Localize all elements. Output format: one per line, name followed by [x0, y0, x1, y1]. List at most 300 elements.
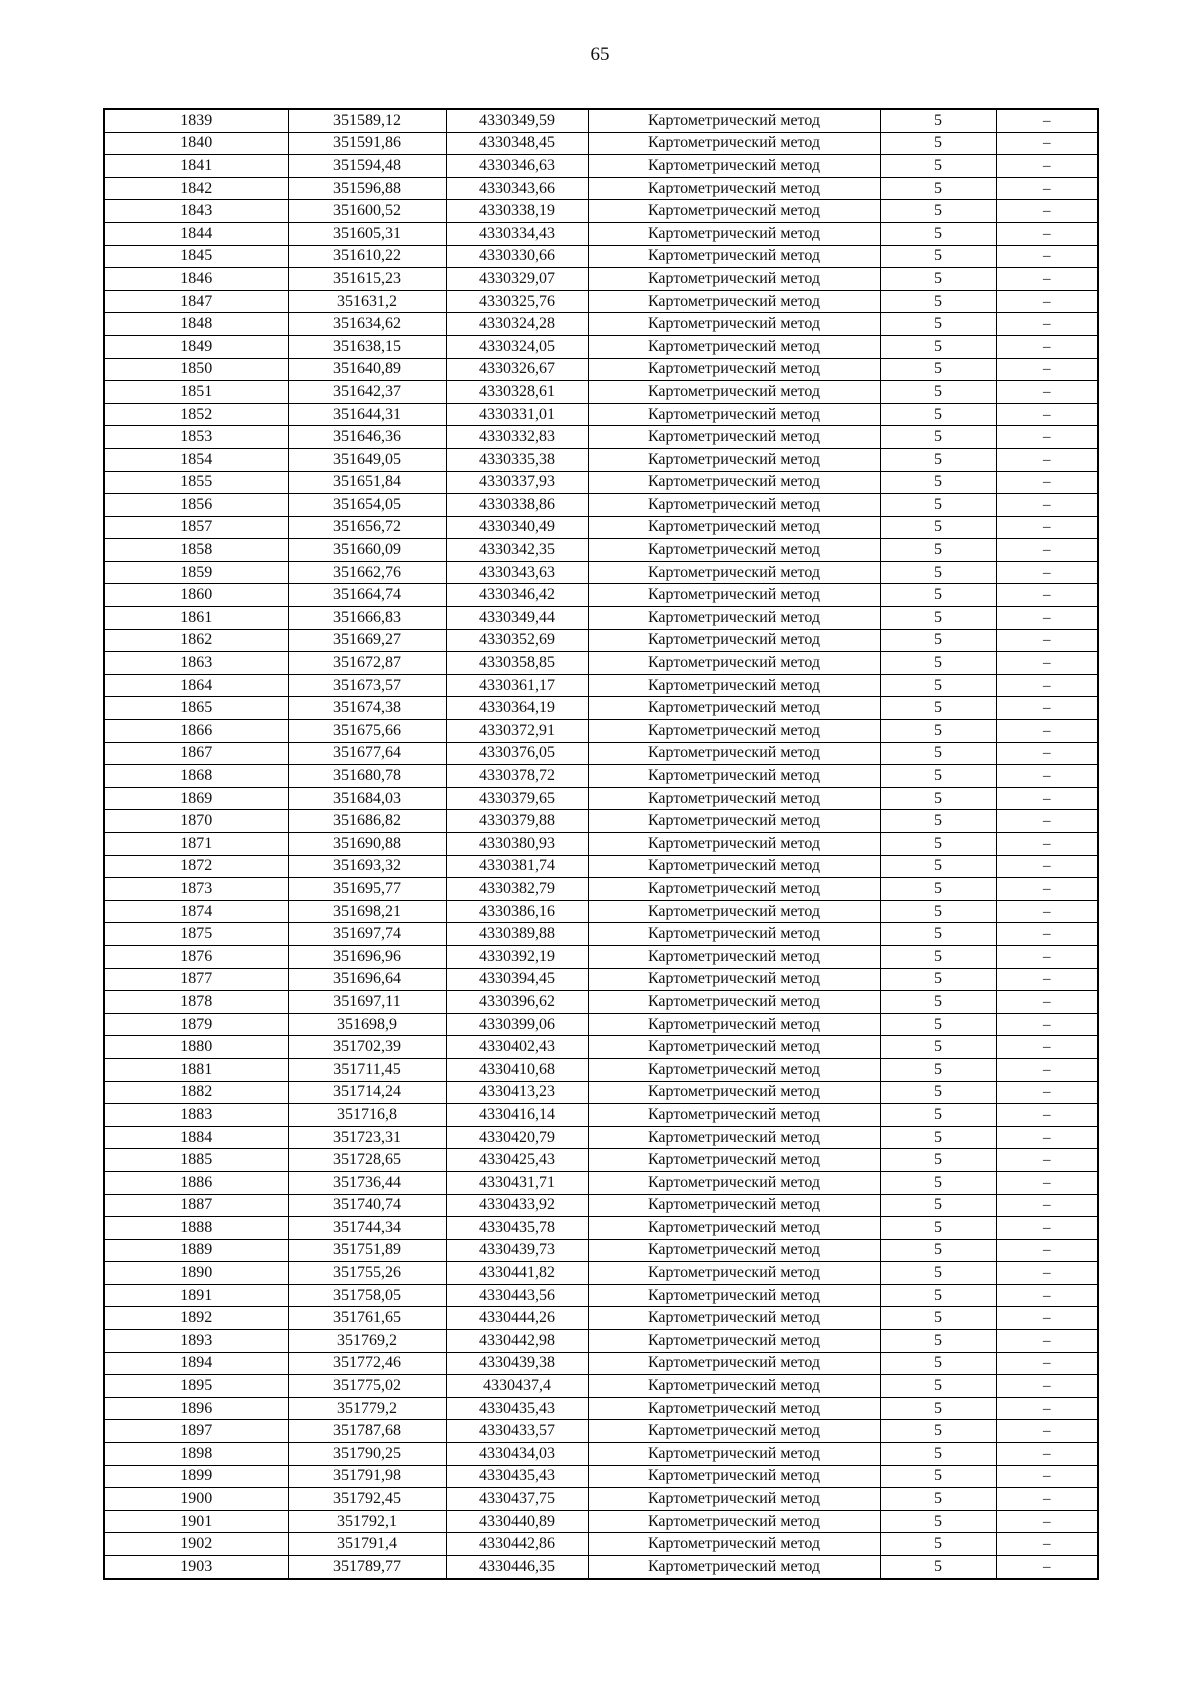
table-row: [104, 652, 1098, 675]
method-cell: Картометрический метод: [588, 448, 880, 471]
accuracy-cell: 5: [880, 1307, 996, 1330]
point-number-cell: 1867: [104, 742, 288, 765]
accuracy-cell: 5: [880, 516, 996, 539]
y-coordinate-cell: 4330325,76: [446, 290, 588, 313]
x-coordinate-cell: 351677,64: [288, 742, 446, 765]
accuracy-cell: 5: [880, 471, 996, 494]
accuracy-cell: 5: [880, 697, 996, 720]
method-cell: Картометрический метод: [588, 1239, 880, 1262]
x-coordinate-cell: 351591,86: [288, 132, 446, 155]
point-number-cell: 1871: [104, 833, 288, 856]
method-cell: Картометрический метод: [588, 471, 880, 494]
y-coordinate-cell: 4330433,57: [446, 1420, 588, 1443]
table-row: [104, 403, 1098, 426]
x-coordinate-cell: 351649,05: [288, 448, 446, 471]
y-coordinate-cell: 4330441,82: [446, 1262, 588, 1285]
accuracy-cell: 5: [880, 1036, 996, 1059]
accuracy-cell: 5: [880, 810, 996, 833]
y-coordinate-cell: 4330389,88: [446, 923, 588, 946]
x-coordinate-cell: 351662,76: [288, 561, 446, 584]
y-coordinate-cell: 4330332,83: [446, 426, 588, 449]
method-cell: Картометрический метод: [588, 516, 880, 539]
y-coordinate-cell: 4330399,06: [446, 1013, 588, 1036]
y-coordinate-cell: 4330338,19: [446, 200, 588, 223]
dash-cell: –: [996, 1036, 1098, 1059]
method-cell: Картометрический метод: [588, 1510, 880, 1533]
y-coordinate-cell: 4330382,79: [446, 878, 588, 901]
dash-cell: –: [996, 1194, 1098, 1217]
point-number-cell: 1900: [104, 1488, 288, 1511]
accuracy-cell: 5: [880, 426, 996, 449]
table-row: [104, 494, 1098, 517]
dash-cell: –: [996, 607, 1098, 630]
dash-cell: –: [996, 1262, 1098, 1285]
table-row: [104, 697, 1098, 720]
point-number-cell: 1869: [104, 787, 288, 810]
dash-cell: –: [996, 629, 1098, 652]
x-coordinate-cell: 351669,27: [288, 629, 446, 652]
method-cell: Картометрический метод: [588, 607, 880, 630]
x-coordinate-cell: 351702,39: [288, 1036, 446, 1059]
method-cell: Картометрический метод: [588, 1104, 880, 1127]
y-coordinate-cell: 4330324,28: [446, 313, 588, 336]
point-number-cell: 1897: [104, 1420, 288, 1443]
method-cell: Картометрический метод: [588, 1081, 880, 1104]
method-cell: Картометрический метод: [588, 742, 880, 765]
y-coordinate-cell: 4330376,05: [446, 742, 588, 765]
table-row: [104, 968, 1098, 991]
dash-cell: –: [996, 1081, 1098, 1104]
point-number-cell: 1896: [104, 1397, 288, 1420]
accuracy-cell: 5: [880, 290, 996, 313]
point-number-cell: 1850: [104, 358, 288, 381]
table-row: [104, 381, 1098, 404]
accuracy-cell: 5: [880, 335, 996, 358]
table-row: [104, 539, 1098, 562]
y-coordinate-cell: 4330324,05: [446, 335, 588, 358]
x-coordinate-cell: 351640,89: [288, 358, 446, 381]
y-coordinate-cell: 4330380,93: [446, 833, 588, 856]
point-number-cell: 1848: [104, 313, 288, 336]
method-cell: Картометрический метод: [588, 1284, 880, 1307]
coordinates-table-body: [104, 109, 1098, 1579]
table-row: [104, 1036, 1098, 1059]
accuracy-cell: 5: [880, 1013, 996, 1036]
table-row: [104, 900, 1098, 923]
dash-cell: –: [996, 109, 1098, 132]
method-cell: Картометрический метод: [588, 1036, 880, 1059]
accuracy-cell: 5: [880, 561, 996, 584]
y-coordinate-cell: 4330435,43: [446, 1397, 588, 1420]
y-coordinate-cell: 4330410,68: [446, 1058, 588, 1081]
table-row: [104, 1465, 1098, 1488]
accuracy-cell: 5: [880, 1375, 996, 1398]
table-row: [104, 1443, 1098, 1466]
x-coordinate-cell: 351791,4: [288, 1533, 446, 1556]
method-cell: Картометрический метод: [588, 1397, 880, 1420]
table-row: [104, 245, 1098, 268]
y-coordinate-cell: 4330439,38: [446, 1352, 588, 1375]
point-number-cell: 1881: [104, 1058, 288, 1081]
y-coordinate-cell: 4330364,19: [446, 697, 588, 720]
table-row: [104, 1510, 1098, 1533]
table-row: [104, 1194, 1098, 1217]
dash-cell: –: [996, 945, 1098, 968]
y-coordinate-cell: 4330361,17: [446, 674, 588, 697]
table-row: [104, 1375, 1098, 1398]
x-coordinate-cell: 351615,23: [288, 268, 446, 291]
table-row: [104, 923, 1098, 946]
accuracy-cell: 5: [880, 991, 996, 1014]
dash-cell: –: [996, 1284, 1098, 1307]
table-row: [104, 516, 1098, 539]
dash-cell: –: [996, 1443, 1098, 1466]
point-number-cell: 1872: [104, 855, 288, 878]
table-row: [104, 1488, 1098, 1511]
method-cell: Картометрический метод: [588, 539, 880, 562]
method-cell: Картометрический метод: [588, 335, 880, 358]
accuracy-cell: 5: [880, 1556, 996, 1579]
method-cell: Картометрический метод: [588, 1556, 880, 1579]
method-cell: Картометрический метод: [588, 1465, 880, 1488]
y-coordinate-cell: 4330434,03: [446, 1443, 588, 1466]
y-coordinate-cell: 4330349,44: [446, 607, 588, 630]
y-coordinate-cell: 4330358,85: [446, 652, 588, 675]
method-cell: Картометрический метод: [588, 584, 880, 607]
method-cell: Картометрический метод: [588, 268, 880, 291]
point-number-cell: 1887: [104, 1194, 288, 1217]
point-number-cell: 1880: [104, 1036, 288, 1059]
point-number-cell: 1892: [104, 1307, 288, 1330]
method-cell: Картометрический метод: [588, 765, 880, 788]
accuracy-cell: 5: [880, 855, 996, 878]
point-number-cell: 1879: [104, 1013, 288, 1036]
method-cell: Картометрический метод: [588, 787, 880, 810]
point-number-cell: 1855: [104, 471, 288, 494]
point-number-cell: 1856: [104, 494, 288, 517]
y-coordinate-cell: 4330381,74: [446, 855, 588, 878]
method-cell: Картометрический метод: [588, 358, 880, 381]
dash-cell: –: [996, 1465, 1098, 1488]
y-coordinate-cell: 4330329,07: [446, 268, 588, 291]
point-number-cell: 1903: [104, 1556, 288, 1579]
table-row: [104, 1307, 1098, 1330]
accuracy-cell: 5: [880, 109, 996, 132]
table-row: [104, 584, 1098, 607]
accuracy-cell: 5: [880, 1081, 996, 1104]
table-row: [104, 448, 1098, 471]
dash-cell: –: [996, 1307, 1098, 1330]
accuracy-cell: 5: [880, 833, 996, 856]
point-number-cell: 1862: [104, 629, 288, 652]
x-coordinate-cell: 351758,05: [288, 1284, 446, 1307]
table-row: [104, 335, 1098, 358]
point-number-cell: 1868: [104, 765, 288, 788]
method-cell: Картометрический метод: [588, 494, 880, 517]
dash-cell: –: [996, 132, 1098, 155]
table-row: [104, 1239, 1098, 1262]
point-number-cell: 1852: [104, 403, 288, 426]
accuracy-cell: 5: [880, 1194, 996, 1217]
accuracy-cell: 5: [880, 1217, 996, 1240]
accuracy-cell: 5: [880, 900, 996, 923]
y-coordinate-cell: 4330396,62: [446, 991, 588, 1014]
dash-cell: –: [996, 1533, 1098, 1556]
table-row: [104, 787, 1098, 810]
point-number-cell: 1860: [104, 584, 288, 607]
x-coordinate-cell: 351698,21: [288, 900, 446, 923]
point-number-cell: 1857: [104, 516, 288, 539]
y-coordinate-cell: 4330337,93: [446, 471, 588, 494]
dash-cell: –: [996, 1375, 1098, 1398]
x-coordinate-cell: 351791,98: [288, 1465, 446, 1488]
x-coordinate-cell: 351656,72: [288, 516, 446, 539]
method-cell: Картометрический метод: [588, 720, 880, 743]
dash-cell: –: [996, 313, 1098, 336]
method-cell: Картометрический метод: [588, 1126, 880, 1149]
y-coordinate-cell: 4330348,45: [446, 132, 588, 155]
point-number-cell: 1842: [104, 177, 288, 200]
point-number-cell: 1899: [104, 1465, 288, 1488]
method-cell: Картометрический метод: [588, 1420, 880, 1443]
point-number-cell: 1849: [104, 335, 288, 358]
y-coordinate-cell: 4330334,43: [446, 222, 588, 245]
y-coordinate-cell: 4330420,79: [446, 1126, 588, 1149]
method-cell: Картометрический метод: [588, 991, 880, 1014]
method-cell: Картометрический метод: [588, 426, 880, 449]
accuracy-cell: 5: [880, 968, 996, 991]
method-cell: Картометрический метод: [588, 833, 880, 856]
x-coordinate-cell: 351696,64: [288, 968, 446, 991]
y-coordinate-cell: 4330440,89: [446, 1510, 588, 1533]
table-row: [104, 290, 1098, 313]
method-cell: Картометрический метод: [588, 200, 880, 223]
point-number-cell: 1840: [104, 132, 288, 155]
method-cell: Картометрический метод: [588, 1488, 880, 1511]
x-coordinate-cell: 351680,78: [288, 765, 446, 788]
accuracy-cell: 5: [880, 1104, 996, 1127]
dash-cell: –: [996, 561, 1098, 584]
table-row: [104, 313, 1098, 336]
table-row: [104, 810, 1098, 833]
point-number-cell: 1844: [104, 222, 288, 245]
x-coordinate-cell: 351666,83: [288, 607, 446, 630]
table-row: [104, 629, 1098, 652]
dash-cell: –: [996, 787, 1098, 810]
table-row: [104, 878, 1098, 901]
accuracy-cell: 5: [880, 268, 996, 291]
accuracy-cell: 5: [880, 1397, 996, 1420]
point-number-cell: 1882: [104, 1081, 288, 1104]
table-row: [104, 1284, 1098, 1307]
point-number-cell: 1898: [104, 1443, 288, 1466]
table-row: [104, 1171, 1098, 1194]
x-coordinate-cell: 351769,2: [288, 1330, 446, 1353]
accuracy-cell: 5: [880, 1352, 996, 1375]
x-coordinate-cell: 351751,89: [288, 1239, 446, 1262]
table-row: [104, 1081, 1098, 1104]
method-cell: Картометрический метод: [588, 1217, 880, 1240]
y-coordinate-cell: 4330352,69: [446, 629, 588, 652]
x-coordinate-cell: 351716,8: [288, 1104, 446, 1127]
point-number-cell: 1854: [104, 448, 288, 471]
method-cell: Картометрический метод: [588, 132, 880, 155]
x-coordinate-cell: 351790,25: [288, 1443, 446, 1466]
method-cell: Картометрический метод: [588, 1262, 880, 1285]
y-coordinate-cell: 4330446,35: [446, 1556, 588, 1579]
point-number-cell: 1876: [104, 945, 288, 968]
x-coordinate-cell: 351787,68: [288, 1420, 446, 1443]
method-cell: Картометрический метод: [588, 313, 880, 336]
table-row: [104, 674, 1098, 697]
x-coordinate-cell: 351755,26: [288, 1262, 446, 1285]
accuracy-cell: 5: [880, 494, 996, 517]
dash-cell: –: [996, 1488, 1098, 1511]
table-row: [104, 1352, 1098, 1375]
dash-cell: –: [996, 855, 1098, 878]
y-coordinate-cell: 4330443,56: [446, 1284, 588, 1307]
x-coordinate-cell: 351698,9: [288, 1013, 446, 1036]
x-coordinate-cell: 351642,37: [288, 381, 446, 404]
dash-cell: –: [996, 900, 1098, 923]
accuracy-cell: 5: [880, 1465, 996, 1488]
y-coordinate-cell: 4330378,72: [446, 765, 588, 788]
method-cell: Картометрический метод: [588, 1194, 880, 1217]
accuracy-cell: 5: [880, 674, 996, 697]
dash-cell: –: [996, 923, 1098, 946]
table-row: [104, 1058, 1098, 1081]
table-row: [104, 1126, 1098, 1149]
x-coordinate-cell: 351644,31: [288, 403, 446, 426]
x-coordinate-cell: 351674,38: [288, 697, 446, 720]
point-number-cell: 1845: [104, 245, 288, 268]
point-number-cell: 1847: [104, 290, 288, 313]
dash-cell: –: [996, 155, 1098, 178]
point-number-cell: 1839: [104, 109, 288, 132]
y-coordinate-cell: 4330442,98: [446, 1330, 588, 1353]
dash-cell: –: [996, 1352, 1098, 1375]
x-coordinate-cell: 351736,44: [288, 1171, 446, 1194]
x-coordinate-cell: 351646,36: [288, 426, 446, 449]
point-number-cell: 1875: [104, 923, 288, 946]
dash-cell: –: [996, 200, 1098, 223]
dash-cell: –: [996, 539, 1098, 562]
x-coordinate-cell: 351789,77: [288, 1556, 446, 1579]
x-coordinate-cell: 351631,2: [288, 290, 446, 313]
y-coordinate-cell: 4330416,14: [446, 1104, 588, 1127]
dash-cell: –: [996, 1239, 1098, 1262]
y-coordinate-cell: 4330444,26: [446, 1307, 588, 1330]
method-cell: Картометрический метод: [588, 945, 880, 968]
accuracy-cell: 5: [880, 1488, 996, 1511]
x-coordinate-cell: 351673,57: [288, 674, 446, 697]
table-row: [104, 1013, 1098, 1036]
accuracy-cell: 5: [880, 878, 996, 901]
point-number-cell: 1851: [104, 381, 288, 404]
table-row: [104, 1420, 1098, 1443]
x-coordinate-cell: 351697,11: [288, 991, 446, 1014]
x-coordinate-cell: 351684,03: [288, 787, 446, 810]
accuracy-cell: 5: [880, 742, 996, 765]
x-coordinate-cell: 351638,15: [288, 335, 446, 358]
dash-cell: –: [996, 381, 1098, 404]
dash-cell: –: [996, 222, 1098, 245]
y-coordinate-cell: 4330394,45: [446, 968, 588, 991]
table-row: [104, 945, 1098, 968]
dash-cell: –: [996, 674, 1098, 697]
accuracy-cell: 5: [880, 155, 996, 178]
method-cell: Картометрический метод: [588, 923, 880, 946]
point-number-cell: 1877: [104, 968, 288, 991]
dash-cell: –: [996, 426, 1098, 449]
table-row: [104, 561, 1098, 584]
y-coordinate-cell: 4330425,43: [446, 1149, 588, 1172]
accuracy-cell: 5: [880, 787, 996, 810]
table-row: [104, 991, 1098, 1014]
accuracy-cell: 5: [880, 381, 996, 404]
dash-cell: –: [996, 1510, 1098, 1533]
dash-cell: –: [996, 268, 1098, 291]
accuracy-cell: 5: [880, 448, 996, 471]
table-row: [104, 426, 1098, 449]
accuracy-cell: 5: [880, 1510, 996, 1533]
point-number-cell: 1846: [104, 268, 288, 291]
table-row: [104, 177, 1098, 200]
point-number-cell: 1841: [104, 155, 288, 178]
point-number-cell: 1864: [104, 674, 288, 697]
x-coordinate-cell: 351723,31: [288, 1126, 446, 1149]
point-number-cell: 1865: [104, 697, 288, 720]
x-coordinate-cell: 351697,74: [288, 923, 446, 946]
y-coordinate-cell: 4330442,86: [446, 1533, 588, 1556]
dash-cell: –: [996, 1013, 1098, 1036]
coordinates-table: [103, 108, 1099, 1580]
x-coordinate-cell: 351651,84: [288, 471, 446, 494]
y-coordinate-cell: 4330435,78: [446, 1217, 588, 1240]
point-number-cell: 1843: [104, 200, 288, 223]
table-row: [104, 358, 1098, 381]
y-coordinate-cell: 4330331,01: [446, 403, 588, 426]
accuracy-cell: 5: [880, 765, 996, 788]
x-coordinate-cell: 351664,74: [288, 584, 446, 607]
point-number-cell: 1870: [104, 810, 288, 833]
x-coordinate-cell: 351740,74: [288, 1194, 446, 1217]
method-cell: Картометрический метод: [588, 878, 880, 901]
dash-cell: –: [996, 1556, 1098, 1579]
x-coordinate-cell: 351660,09: [288, 539, 446, 562]
accuracy-cell: 5: [880, 652, 996, 675]
method-cell: Картометрический метод: [588, 1330, 880, 1353]
dash-cell: –: [996, 358, 1098, 381]
dash-cell: –: [996, 697, 1098, 720]
point-number-cell: 1866: [104, 720, 288, 743]
point-number-cell: 1858: [104, 539, 288, 562]
method-cell: Картометрический метод: [588, 155, 880, 178]
y-coordinate-cell: 4330372,91: [446, 720, 588, 743]
table-row: [104, 720, 1098, 743]
y-coordinate-cell: 4330330,66: [446, 245, 588, 268]
x-coordinate-cell: 351772,46: [288, 1352, 446, 1375]
method-cell: Картометрический метод: [588, 1149, 880, 1172]
method-cell: Картометрический метод: [588, 1171, 880, 1194]
point-number-cell: 1891: [104, 1284, 288, 1307]
table-row: [104, 132, 1098, 155]
method-cell: Картометрический метод: [588, 968, 880, 991]
table-row: [104, 109, 1098, 132]
dash-cell: –: [996, 1420, 1098, 1443]
y-coordinate-cell: 4330346,63: [446, 155, 588, 178]
method-cell: Картометрический метод: [588, 1058, 880, 1081]
